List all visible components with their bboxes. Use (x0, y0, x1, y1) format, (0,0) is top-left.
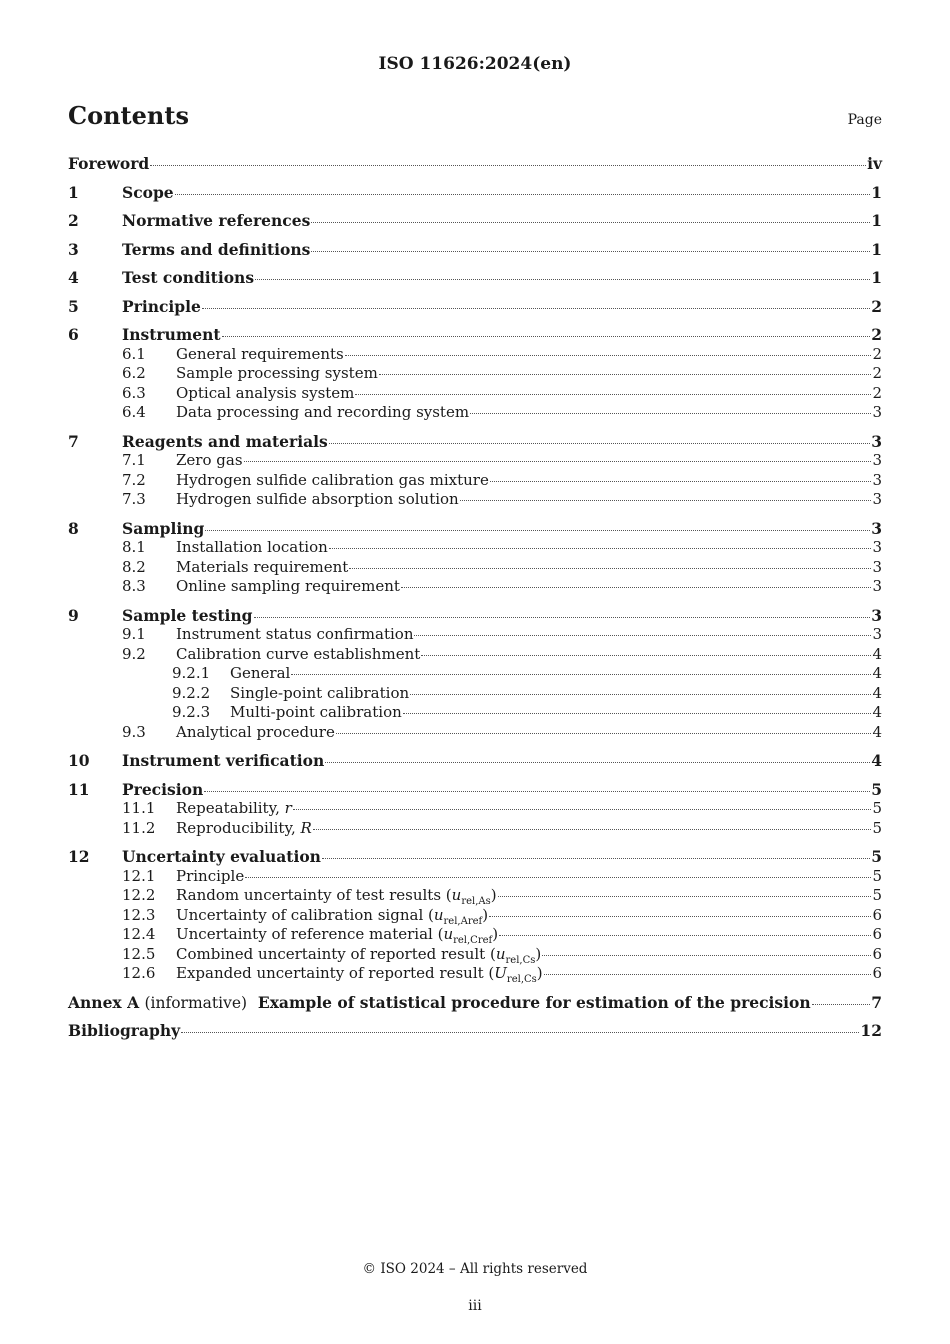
toc-number: 7.1 (122, 451, 146, 469)
toc-entry-8-3[interactable] (68, 577, 882, 597)
toc-page: 5 (872, 866, 882, 885)
toc-entry-12-2[interactable] (68, 886, 882, 906)
dot-leader (202, 307, 870, 309)
dot-leader (345, 354, 872, 356)
toc-number: 9.1 (122, 625, 146, 643)
subscript: rel,As (461, 896, 491, 907)
toc-entry-9-3[interactable] (68, 723, 882, 743)
document-id-header: ISO 11626:2024(en) (378, 54, 572, 74)
toc-number: 6.3 (122, 383, 146, 402)
dot-leader (254, 616, 871, 618)
toc-number: 6.2 (122, 364, 146, 382)
dot-leader (498, 895, 872, 897)
toc-entry-8[interactable] (68, 519, 882, 539)
toc-number: 2 (68, 211, 79, 230)
toc-number: 7 (68, 431, 79, 451)
toc-page: 7 (871, 992, 882, 1012)
toc-title: General requirements (176, 344, 344, 363)
toc-page: 6 (872, 905, 882, 924)
annex-title: Example of statistical procedure for estimation of the precision (257, 992, 811, 1012)
toc-title: Hydrogen sulfide calibration gas mixture (176, 470, 489, 489)
toc-title: Precision (122, 779, 204, 799)
page-column-label: Page (847, 112, 882, 128)
dot-leader (336, 732, 872, 734)
toc-number: 8.2 (122, 557, 146, 576)
toc-entry-2[interactable] (68, 211, 882, 231)
toc-entry-6-1[interactable] (68, 345, 882, 365)
annex-label: Annex A (68, 992, 140, 1012)
dot-leader (812, 1003, 871, 1005)
dot-leader (490, 480, 872, 482)
toc-number: 9 (68, 605, 79, 625)
toc-entry-9-2-3[interactable] (68, 703, 882, 723)
toc-number: 12.3 (122, 905, 156, 924)
copyright-footer: © ISO 2024 – All rights reserved (362, 1261, 588, 1277)
toc-page: 3 (872, 625, 882, 643)
dot-leader (311, 221, 870, 223)
subscript: rel,Cs (506, 974, 537, 985)
toc-entry-11[interactable] (68, 780, 882, 800)
table-of-contents (68, 154, 882, 1041)
toc-number: 9.3 (122, 722, 146, 741)
dot-leader (470, 412, 871, 414)
toc-number: 12.1 (122, 866, 156, 885)
toc-number: 8 (68, 518, 79, 538)
dot-leader (244, 460, 872, 462)
toc-title: General (230, 664, 291, 682)
dot-leader (401, 586, 872, 588)
dot-leader (489, 915, 871, 917)
toc-title: Sampling (122, 518, 205, 538)
toc-title (176, 945, 541, 965)
toc-number: 4 (68, 268, 79, 287)
toc-title-suffix: ) (482, 905, 489, 924)
toc-number: 5 (68, 296, 79, 316)
toc-page: 6 (872, 925, 882, 943)
toc-title: Zero gas (176, 451, 243, 469)
toc-entry-6-4[interactable] (68, 403, 882, 423)
toc-entry-9-2-2[interactable] (68, 684, 882, 704)
toc-title-text: Random uncertainty of test results ( (176, 886, 452, 904)
toc-title: Instrument (122, 325, 221, 344)
toc-title (176, 964, 543, 984)
toc-page: 5 (872, 886, 882, 904)
toc-title: Online sampling requirement (176, 577, 400, 595)
toc-title (176, 906, 488, 926)
toc-title: Foreword (68, 154, 150, 173)
toc-page: 3 (872, 403, 882, 421)
toc-title: Data processing and recording system (176, 403, 470, 421)
toc-title: Single-point calibration (230, 683, 410, 702)
dot-leader (175, 193, 871, 195)
toc-page: 12 (860, 1021, 882, 1040)
toc-page: 4 (872, 644, 882, 663)
dot-leader (499, 934, 871, 936)
toc-page: 1 (871, 182, 882, 202)
toc-entry-9[interactable] (68, 606, 882, 626)
annex-type: (informative) (144, 993, 248, 1012)
toc-page: 3 (871, 518, 882, 538)
toc-page: 1 (871, 211, 882, 230)
toc-title-text: Repeatability, (176, 799, 285, 817)
toc-title: Test conditions (122, 268, 255, 287)
symbol: u (495, 944, 506, 963)
toc-title: Sample processing system (176, 364, 378, 382)
toc-page: 2 (871, 296, 882, 316)
toc-entry-6-2[interactable] (68, 364, 882, 384)
dot-leader (403, 712, 872, 714)
dot-leader (544, 973, 872, 975)
toc-entry-8-2[interactable] (68, 558, 882, 578)
toc-entry-9-1[interactable] (68, 625, 882, 645)
toc-page: 3 (872, 557, 882, 576)
toc-entry-5[interactable] (68, 297, 882, 317)
toc-title (176, 925, 498, 945)
toc-number: 9.2.3 (172, 703, 211, 721)
toc-entry-3[interactable] (68, 240, 882, 260)
dot-leader (355, 393, 871, 395)
toc-number: 7.2 (122, 470, 146, 489)
contents-heading-row (68, 101, 882, 130)
toc-number: 11 (68, 779, 90, 799)
toc-number: 12.5 (122, 944, 156, 963)
toc-title: Instrument verification (122, 751, 325, 770)
dot-leader (410, 693, 871, 695)
toc-number: 12.6 (122, 964, 156, 982)
toc-title-suffix: ) (490, 886, 497, 904)
toc-title: Installation location (176, 538, 328, 556)
toc-page: 5 (871, 779, 882, 799)
toc-number: 10 (68, 751, 90, 770)
symbol: u (451, 886, 462, 904)
subscript: rel,Aref (443, 915, 483, 927)
toc-title-suffix: ) (535, 944, 542, 963)
toc-title: Uncertainty evaluation (122, 847, 321, 866)
toc-page: 3 (872, 451, 882, 469)
symbol: u (433, 905, 444, 924)
dot-leader (421, 654, 871, 656)
toc-number: 8.1 (122, 538, 146, 556)
toc-entry-12-4[interactable] (68, 925, 882, 945)
toc-title: Optical analysis system (176, 383, 355, 402)
toc-entry-12-5[interactable] (68, 945, 882, 965)
toc-title-text: Uncertainty of calibration signal ( (176, 905, 434, 924)
toc-entry-12-6[interactable] (68, 964, 882, 984)
toc-entry-10[interactable] (68, 751, 882, 771)
toc-page: 2 (872, 383, 882, 402)
toc-page: 1 (871, 239, 882, 259)
toc-entry-6-3[interactable] (68, 384, 882, 404)
toc-number: 12.2 (122, 886, 156, 904)
dot-leader (205, 529, 870, 531)
dot-leader (329, 442, 870, 444)
toc-entry-12-3[interactable] (68, 906, 882, 926)
dot-leader (542, 954, 871, 956)
toc-title-text: Uncertainty of reference material ( (176, 925, 444, 943)
toc-title: Bibliography (68, 1021, 181, 1040)
toc-number: 12 (68, 847, 90, 866)
toc-title-suffix: ) (536, 964, 543, 982)
toc-entry-8-1[interactable] (68, 538, 882, 558)
toc-title: Normative references (122, 211, 311, 230)
contents-title: Contents (68, 101, 189, 130)
toc-title: Scope (122, 182, 174, 202)
dot-leader (349, 567, 871, 569)
toc-number: 12.4 (122, 925, 156, 943)
toc-entry-foreword[interactable] (68, 154, 882, 174)
toc-number: 11.2 (122, 818, 156, 837)
toc-page: 5 (872, 818, 882, 837)
toc-entry-7[interactable] (68, 432, 882, 452)
toc-title: Instrument status confirmation (176, 625, 414, 643)
subscript: rel,Cref (453, 935, 493, 946)
toc-page: 5 (872, 799, 882, 817)
toc-entry-7-3[interactable] (68, 490, 882, 510)
toc-title (176, 819, 312, 839)
toc-entry-11-2[interactable] (68, 819, 882, 839)
toc-page: 3 (872, 538, 882, 556)
toc-entry-12[interactable] (68, 847, 882, 867)
toc-number: 6.4 (122, 403, 146, 421)
toc-title: Calibration curve establishment (176, 644, 421, 663)
toc-number: 7.3 (122, 490, 146, 508)
toc-number: 6.1 (122, 344, 146, 363)
toc-title: Principle (176, 866, 245, 885)
toc-page: 3 (871, 605, 882, 625)
toc-title-text: Combined uncertainty of reported result ( (176, 944, 496, 963)
toc-page: 4 (872, 683, 882, 702)
toc-page: 2 (872, 344, 882, 363)
toc-page: 3 (872, 490, 882, 508)
toc-number: 11.1 (122, 799, 156, 817)
dot-leader (255, 278, 870, 280)
dot-leader (414, 634, 871, 636)
toc-entry-12-1[interactable] (68, 867, 882, 887)
toc-title-text: Reproducibility, (176, 818, 301, 837)
toc-entry-7-2[interactable] (68, 471, 882, 491)
toc-entry-1[interactable] (68, 183, 882, 203)
toc-page: iv (867, 154, 882, 173)
toc-entry-9-2-1[interactable] (68, 664, 882, 684)
dot-leader (460, 499, 872, 501)
toc-entry-7-1[interactable] (68, 451, 882, 471)
dot-leader (245, 876, 871, 878)
toc-page: 4 (871, 751, 882, 770)
toc-page: 3 (872, 470, 882, 489)
toc-title (176, 799, 292, 819)
toc-title: Hydrogen sulfide absorption solution (176, 490, 459, 508)
toc-entry-4[interactable] (68, 268, 882, 288)
toc-number: 9.2 (122, 644, 146, 663)
dot-leader (313, 828, 872, 830)
toc-entry-bibliography[interactable] (68, 1021, 882, 1041)
toc-page: 6 (872, 944, 882, 963)
dot-leader (222, 335, 871, 337)
dot-leader (379, 373, 872, 375)
toc-title (176, 886, 497, 906)
dot-leader (311, 250, 870, 252)
toc-title: Sample testing (122, 605, 253, 625)
toc-title-text: Expanded uncertainty of reported result ( (176, 964, 495, 982)
toc-page: 2 (871, 325, 882, 344)
page-number: iii (468, 1298, 482, 1314)
toc-title: Multi-point calibration (230, 703, 402, 721)
toc-entry-11-1[interactable] (68, 799, 882, 819)
toc-entry-annex-a[interactable] (68, 993, 882, 1013)
dot-leader (293, 808, 872, 810)
dot-leader (181, 1031, 859, 1033)
toc-page: 1 (871, 268, 882, 287)
toc-number: 9.2.1 (172, 664, 211, 682)
toc-entry-9-2[interactable] (68, 645, 882, 665)
toc-number: 8.3 (122, 577, 146, 595)
symbol: U (494, 964, 507, 982)
dot-leader (322, 857, 870, 859)
dot-leader (325, 761, 870, 763)
toc-page: 4 (872, 664, 882, 682)
toc-page: 3 (872, 577, 882, 595)
toc-title: Principle (122, 296, 201, 316)
toc-title: Reagents and materials (122, 431, 328, 451)
dot-leader (329, 547, 872, 549)
toc-title: Analytical procedure (176, 722, 335, 741)
toc-page: 4 (872, 722, 882, 741)
toc-number: 6 (68, 325, 79, 344)
subscript: rel,Cs (505, 954, 536, 966)
toc-number: 3 (68, 239, 79, 259)
toc-number: 9.2.2 (172, 683, 211, 702)
toc-page: 2 (872, 364, 882, 382)
toc-number: 1 (68, 182, 79, 202)
toc-title-suffix: ) (492, 925, 499, 943)
toc-page: 6 (872, 964, 882, 982)
toc-page: 4 (872, 703, 882, 721)
toc-title: Materials requirement (176, 557, 349, 576)
toc-entry-6[interactable] (68, 325, 882, 345)
dot-leader (204, 790, 870, 792)
toc-page: 3 (871, 431, 882, 451)
symbol: u (443, 925, 454, 943)
symbol: r (284, 799, 292, 817)
toc-title (68, 993, 811, 1014)
symbol: R (300, 818, 312, 837)
dot-leader (291, 673, 871, 675)
toc-title: Terms and definitions (122, 239, 311, 259)
toc-page: 5 (871, 847, 882, 866)
dot-leader (150, 164, 866, 166)
